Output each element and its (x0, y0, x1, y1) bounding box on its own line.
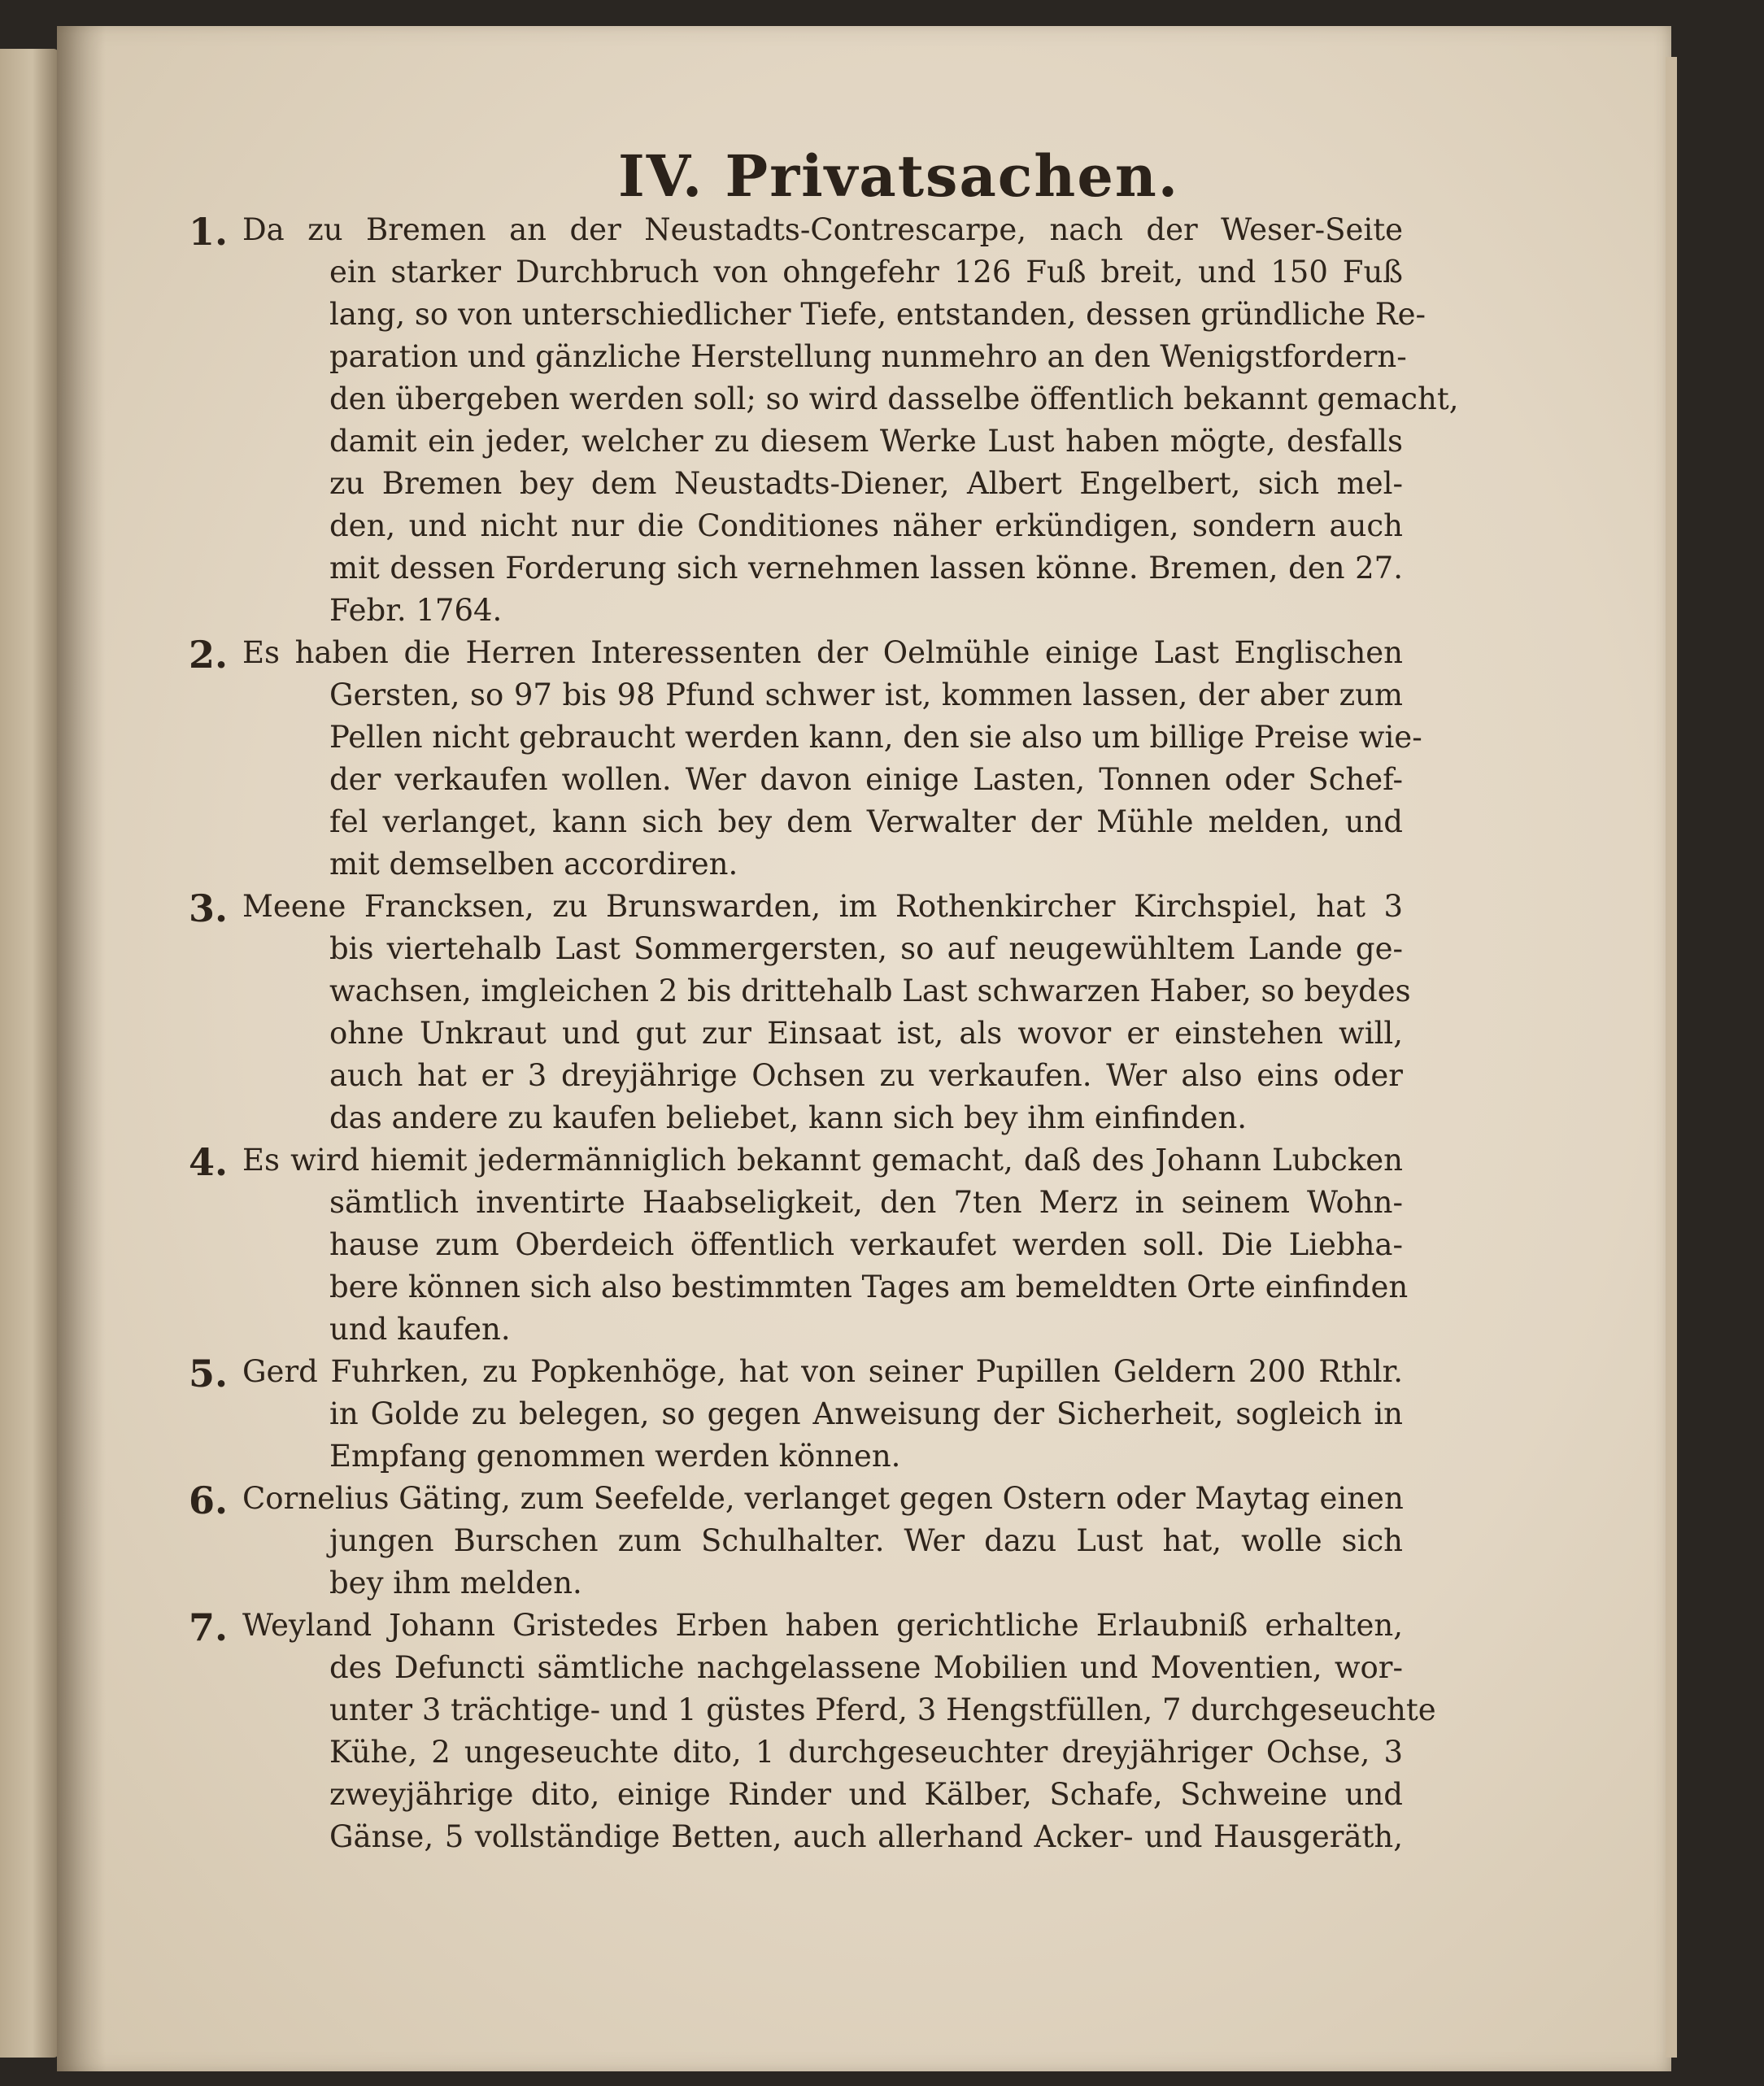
text-line: Gerd Fuhrken, zu Popkenhöge, hat von seiner Pupillen Geldern 200 Rthlr. (242, 1354, 1403, 1389)
entry-number: 6. (189, 1478, 229, 1522)
page-edge (1666, 57, 1677, 2058)
text-line: hause zum Oberdeich öffentlich verkaufet werden soll. Die Liebha- (329, 1227, 1403, 1262)
entry-number: 2. (189, 633, 229, 677)
text-line: Kühe, 2 ungeseuchte dito, 1 durchgeseuchter dreyjähriger Ochse, 3 (329, 1735, 1403, 1770)
text-line: das andere zu kaufen beliebet, kann sich bey ihm einfinden. (329, 1100, 1248, 1135)
text-line: bey ihm melden. (329, 1566, 582, 1600)
text-line: mit demselben accordiren. (329, 847, 738, 882)
text-line: bere können sich also bestimmten Tages am bemeldten Orte einfinden (329, 1269, 1409, 1304)
text-line: den, und nicht nur die Conditiones näher erkündigen, sondern auch (329, 508, 1403, 543)
text-line: Weyland Johann Gristedes Erben haben gerichtliche Erlaubniß erhalten, (242, 1608, 1403, 1643)
text-line: Pellen nicht gebraucht werden kann, den sie also um billige Preise wie- (329, 720, 1422, 755)
text-line: ohne Unkraut und gut zur Einsaat ist, als wovor er einstehen will, (329, 1016, 1403, 1051)
text-line: Empfang genommen werden können. (329, 1439, 901, 1474)
text-line: Gänse, 5 vollständige Betten, auch allerhand Acker- und Hausgeräth, (329, 1819, 1403, 1854)
section-heading: IV. Privatsachen. (618, 142, 1180, 210)
entry-number: 5. (189, 1352, 229, 1396)
text-line: Cornelius Gäting, zum Seefelde, verlanget gegen Ostern oder Maytag einen (242, 1481, 1404, 1516)
text-line: auch hat er 3 dreyjährige Ochsen zu verkaufen. Wer also eins oder (329, 1058, 1403, 1093)
text-line: mit dessen Forderung sich vernehmen lassen könne. Bremen, den 27. (329, 551, 1403, 586)
text-line: wachsen, imgleichen 2 bis drittehalb Last schwarzen Haber, so beydes (329, 973, 1411, 1008)
text-line: und kaufen. (329, 1312, 511, 1347)
gutter-shadow (57, 26, 106, 2071)
text-line: Meene Francksen, zu Brunswarden, im Rothenkircher Kirchspiel, hat 3 (242, 889, 1403, 924)
entry-number: 3. (189, 886, 229, 930)
text-line: den übergeben werden soll; so wird dasselbe öffentlich bekannt gemacht, (329, 381, 1459, 416)
text-line: Es wird hiemit jedermänniglich bekannt gemacht, daß des Johann Lubcken (242, 1143, 1403, 1178)
text-line: unter 3 trächtige- und 1 güstes Pferd, 3 Hengstfüllen, 7 durchgeseuchte (329, 1692, 1436, 1727)
text-line: zweyjährige dito, einige Rinder und Kälber, Schafe, Schweine und (329, 1777, 1403, 1812)
text-line: Gersten, so 97 bis 98 Pfund schwer ist, kommen lassen, der aber zum (329, 677, 1403, 712)
text-line: zu Bremen bey dem Neustadts-Diener, Albert Engelbert, sich mel- (329, 466, 1403, 501)
text-line: Febr. 1764. (329, 593, 503, 628)
text-line: ein starker Durchbruch von ohngefehr 126 Fuß breit, und 150 Fuß (329, 255, 1403, 290)
text-line: Es haben die Herren Interessenten der Oelmühle einige Last Englischen (242, 635, 1403, 670)
text-line: fel verlanget, kann sich bey dem Verwalter der Mühle melden, und (329, 804, 1403, 839)
entry-number: 1. (189, 210, 229, 254)
text-line: lang, so von unterschiedlicher Tiefe, entstanden, dessen gründliche Re- (329, 297, 1426, 332)
text-line: sämtlich inventirte Haabseligkeit, den 7ten Merz in seinem Wohn- (329, 1185, 1403, 1220)
text-line: des Defuncti sämtliche nachgelassene Mobilien und Moventien, wor- (329, 1650, 1403, 1685)
text-line: damit ein jeder, welcher zu diesem Werke Lust haben mögte, desfalls (329, 424, 1403, 459)
text-line: jungen Burschen zum Schulhalter. Wer dazu Lust hat, wolle sich (329, 1523, 1403, 1558)
text-line: in Golde zu belegen, so gegen Anweisung der Sicherheit, sogleich in (329, 1396, 1403, 1431)
previous-page-edge (0, 49, 59, 2058)
entry-number: 7. (189, 1605, 229, 1649)
text-line: paration und gänzliche Herstellung nunmehro an den Wenigstfordern- (329, 339, 1407, 374)
text-line: der verkaufen wollen. Wer davon einige Lasten, Tonnen oder Schef- (329, 762, 1403, 797)
text-line: bis viertehalb Last Sommergersten, so auf neugewühltem Lande ge- (329, 931, 1403, 966)
text-line: Da zu Bremen an der Neustadts-Contrescarpe, nach der Weser-Seite (242, 212, 1403, 247)
entry-number: 4. (189, 1140, 229, 1184)
